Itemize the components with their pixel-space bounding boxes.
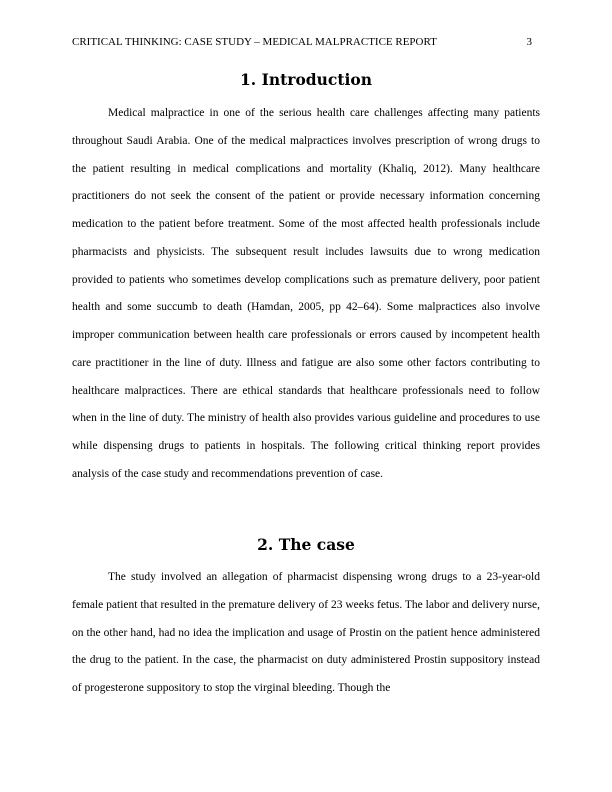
introduction-paragraph: Medical malpractice in one of the serious health care challenges affecting many patients throughout Saudi Arabia. One of the medical malpractices involves prescription of wrong drugs to the patient resulting in medical complications and mortality (Khaliq, 2012). Many healthcare practitioners do not seek the consent of the patient or provide necessary information concerning medication to the patient before treatment. Some of the most affected health professionals include pharmacists and physicists. The subsequent result includes lawsuits due to wrong medication provided to patients who sometimes develop complications such as premature delivery, poor patient health and some succumb to death (Hamdan, 2005, pp 42–64). Some malpractices also involve improper communication between health care professionals or errors caused by incompetent health care practitioner in the line of duty. Illness and fatigue are also some other factors contributing to healthcare malpractices. There are ethical standards that healthcare professionals need to follow when in the line of duty. The ministry of health also provides various guideline and procedures to use while dispensing drugs to patients in hospitals. The following critical thinking report provides analysis of the case study and recommendations prevention of case. bbox=[72, 107, 540, 480]
running-title: CRITICAL THINKING: CASE STUDY – MEDICAL MALPRACTICE REPORT bbox=[72, 36, 437, 48]
page-number: 3 bbox=[526, 36, 532, 48]
section-heading-the-case: 2. The case bbox=[257, 535, 355, 554]
section-heading-introduction: 1. Introduction bbox=[240, 70, 372, 89]
the-case-paragraph: The study involved an allegation of pharmacist dispensing wrong drugs to a 23-year-old female patient that resulted in the premature delivery of 23 weeks fetus. The labor and delivery nurse, on the other hand, had no idea the implication and usage of Prostin on the patient hence administered the drug to the patient. In the case, the pharmacist on duty administered Prostin suppository instead of progesterone suppository to stop the virginal bleeding. Though the bbox=[72, 571, 540, 694]
